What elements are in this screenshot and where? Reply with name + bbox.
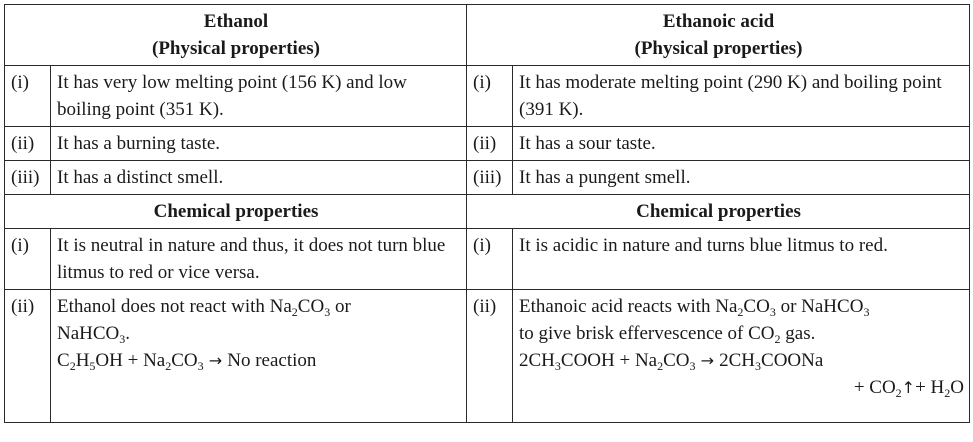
ethanol-property: It has a distinct smell. [51, 161, 467, 195]
row-number: (i) [467, 66, 513, 127]
subscript: 3 [755, 359, 762, 373]
ethanoic-equation [519, 347, 964, 374]
row-number: (ii) [467, 290, 513, 423]
reaction-arrow-icon: → [695, 351, 720, 370]
text-span: H [75, 350, 90, 371]
table-row [5, 127, 970, 161]
subscript: 3 [197, 359, 204, 373]
ethanoic-acid-subtitle: (Physical properties) [634, 38, 803, 59]
text-span: 2CH [719, 350, 756, 371]
text-span: to give brisk effervescence of CO [519, 323, 775, 344]
ethanoic-property: It is acidic in nature and turns blue litmus to red. [513, 229, 970, 290]
text-span: COONa [761, 350, 824, 371]
text-span: Ethanoic acid reacts with Na [519, 296, 738, 317]
text-span: O [950, 377, 964, 398]
subscript: 2 [69, 359, 76, 373]
ethanoic-property [513, 290, 970, 423]
text-span: OH + Na [95, 350, 166, 371]
row-number: (ii) [5, 290, 51, 423]
ethanol-property: It has a burning taste. [51, 127, 467, 161]
text-span: or [330, 296, 351, 317]
subscript: 2 [944, 386, 951, 400]
ethanoic-property: It has a pungent smell. [513, 161, 970, 195]
subscript: 2 [774, 332, 781, 346]
text-span: CO [743, 296, 770, 317]
text-span: or NaHCO [775, 296, 864, 317]
ethanol-bicarbonate-line [57, 320, 461, 347]
subscript: 5 [89, 359, 96, 373]
subscript: 3 [119, 332, 126, 346]
text-span: CO [663, 350, 690, 371]
text-span: + CO [853, 377, 896, 398]
header-row [5, 5, 970, 66]
ethanoic-effervescence-line [519, 320, 964, 347]
table-row [5, 290, 970, 423]
row-number: (i) [5, 229, 51, 290]
row-number: (i) [5, 66, 51, 127]
subscript: 2 [165, 359, 172, 373]
text-span: + H [915, 377, 945, 398]
chemical-header-row [5, 195, 970, 229]
ethanoic-acid-title: Ethanoic acid [662, 11, 775, 32]
row-number: (iii) [467, 161, 513, 195]
ethanoic-acid-header [467, 5, 970, 66]
subscript: 2 [895, 386, 902, 400]
text-span: gas. [780, 323, 816, 344]
ethanol-subtitle: (Physical properties) [152, 38, 320, 59]
ethanoic-chemical-header: Chemical properties [467, 195, 970, 229]
reaction-arrow-icon: → [203, 351, 228, 370]
ethanoic-property: It has a sour taste. [513, 127, 970, 161]
subscript: 3 [689, 359, 696, 373]
subscript: 3 [324, 305, 331, 319]
ethanoic-reacts-line [519, 293, 964, 320]
subscript: 3 [863, 305, 870, 319]
subscript: 2 [737, 305, 744, 319]
text-span: COOH + Na [560, 350, 658, 371]
ethanol-equation [57, 347, 461, 374]
text-span: CO [171, 350, 198, 371]
ethanoic-property: It has moderate melting point (290 K) and boiling point (391 K). [513, 66, 970, 127]
text-span: No reaction [227, 350, 317, 371]
ethanol-property: It is neutral in nature and thus, it does not turn blue litmus to red or vice versa. [51, 229, 467, 290]
row-number: (ii) [5, 127, 51, 161]
text-span: . [125, 323, 131, 344]
ethanol-title: Ethanol [203, 11, 269, 32]
ethanol-header [5, 5, 467, 66]
row-number: (iii) [5, 161, 51, 195]
table-row [5, 229, 970, 290]
row-number: (i) [467, 229, 513, 290]
row-number: (ii) [467, 127, 513, 161]
gas-evolved-arrow-icon: ↑ [901, 378, 916, 397]
table-row [5, 161, 970, 195]
ethanoic-equation-products [519, 374, 964, 401]
ethanol-carbonate-line [57, 293, 461, 320]
subscript: 2 [291, 305, 298, 319]
text-span: CO [297, 296, 325, 317]
subscript: 2 [657, 359, 664, 373]
text-span: C [57, 350, 70, 371]
ethanol-property: It has very low melting point (156 K) and low boiling point (351 K). [51, 66, 467, 127]
ethanol-chemical-header: Chemical properties [5, 195, 467, 229]
text-span: 2CH [519, 350, 555, 371]
subscript: 3 [769, 305, 776, 319]
ethanol-property [51, 290, 467, 423]
text-span: NaHCO [57, 323, 120, 344]
subscript: 3 [554, 359, 561, 373]
text-span: Ethanol does not react with Na [57, 296, 292, 317]
comparison-table [4, 4, 970, 423]
table-row [5, 66, 970, 127]
